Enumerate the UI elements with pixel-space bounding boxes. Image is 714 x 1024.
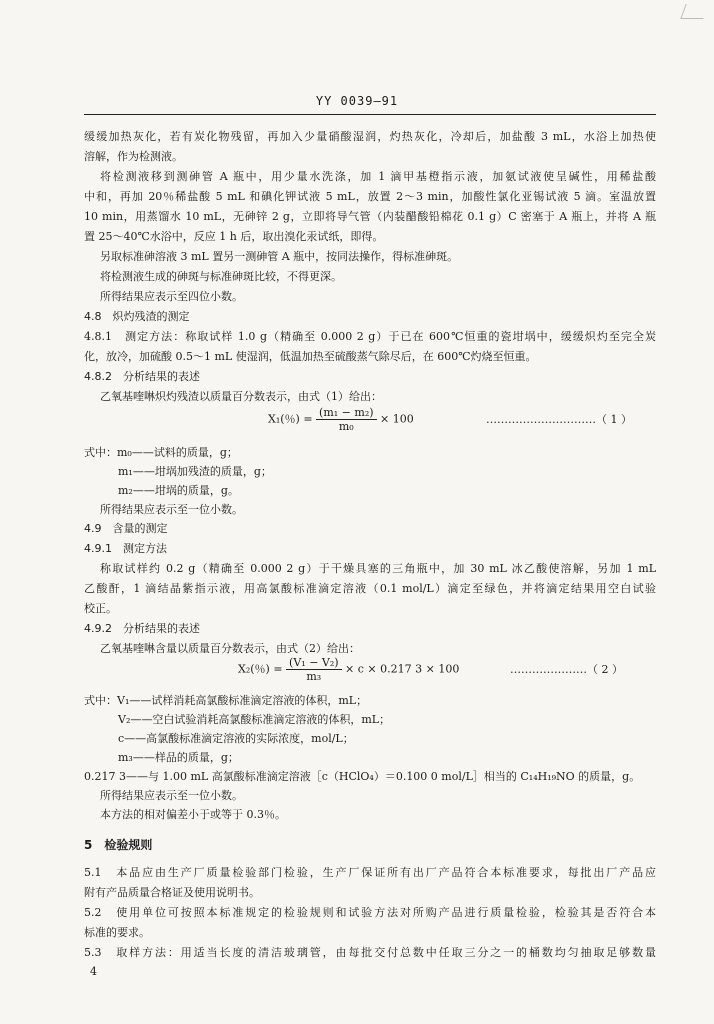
formula-2 xyxy=(238,656,459,683)
text-line: 乙氧基喹啉炽灼残渣以质量百分数表示，由式（1）给出： xyxy=(100,390,382,403)
text-line: 将检测液移到测砷管 A 瓶中，用少量水洗涤，加 1 滴甲基橙指示液，加氨试液使呈碱性，用稀盐酸 xyxy=(100,170,656,183)
section-heading: 4.9 含量的测定 xyxy=(84,522,168,535)
text-line: 缓缓加热灰化，若有炭化物残留，再加入少量硝酸湿润，灼热灰化，冷却后，加盐酸 3 mL，水浴上加热使 xyxy=(84,130,656,143)
header-rule xyxy=(84,114,656,115)
page-header: YY 0039—91 xyxy=(315,94,399,108)
text-line: 10 min，用蒸馏水 10 mL，无砷锌 2 g，立即将导气管（内装醋酸铅棉花 0.1 g）C 密塞于 A 瓶上，并将 A 瓶 xyxy=(84,210,656,223)
text-line: 所得结果应表示至四位小数。 xyxy=(100,290,243,303)
text-line: 化，放冷，加硫酸 0.5～1 mL 使湿润，低温加热至硫酸蒸气除尽后，在 600℃灼烧至恒重。 xyxy=(84,350,537,363)
formula-2-numerator: (V₁ − V₂) xyxy=(286,656,342,670)
text-line: 4.8.1 测定方法：称取试样 1.0 g（精确至 0.000 2 g）于已在 600℃恒重的瓷坩埚中，缓缓炽灼至完全炭 xyxy=(84,330,656,343)
formula-2-denominator: m₃ xyxy=(306,670,322,683)
text-line: 另取标准砷溶液 3 mL 置另一测砷管 A 瓶中，按同法操作，得标准砷斑。 xyxy=(100,250,459,263)
formula-1-fraction xyxy=(316,406,376,433)
text-line: 置 25～40℃水浴中，反应 1 h 后，取出溴化汞试纸，即得。 xyxy=(84,230,384,243)
text-line: 5.1 本品应由生产厂质量检验部门检验，生产厂保证所有出厂产品符合本标准要求，每批出厂产品应 xyxy=(84,866,656,879)
formula-legend: c——高氯酸标准滴定溶液的实际浓度，mol/L； xyxy=(118,732,354,745)
formula-legend: 式中：V₁——试样消耗高氯酸标准滴定溶液的体积，mL； xyxy=(84,694,368,707)
formula-legend: m₁——坩埚加残渣的质量，g； xyxy=(118,465,272,478)
text-line: 本方法的相对偏差小于或等于 0.3％。 xyxy=(100,808,286,821)
equation-number-2: …………………（ 2 ） xyxy=(510,663,623,676)
section-heading: 4.9.1 测定方法 xyxy=(84,542,167,555)
formula-2-fraction xyxy=(286,656,342,683)
formula-legend: m₃——样品的质量，g； xyxy=(118,751,239,764)
formula-legend: 0.217 3——与 1.00 mL 高氯酸标准滴定溶液［c（HClO₄）＝0.100 0 mol/L］相当的 C₁₄H₁₉NO 的质量，g。 xyxy=(84,770,641,783)
section-heading: 4.8 炽灼残渣的测定 xyxy=(84,310,190,323)
formula-1-denominator: m₀ xyxy=(338,420,354,433)
formula-1-lhs: X₁(％) = xyxy=(268,412,313,426)
text-line: 乙氧基喹啉含量以质量百分数表示，由式（2）给出： xyxy=(100,642,360,655)
text-line: 中和，再加 20％稀盐酸 5 mL 和碘化钾试液 5 mL，放置 2～3 min，加酸性氯化亚锡试液 5 滴。室温放置 xyxy=(84,190,656,203)
formula-1 xyxy=(268,406,414,433)
text-line: 5.3 取样方法：用适当长度的清洁玻璃管，由每批交付总数中任取三分之一的桶数均匀抽取足够数量 xyxy=(84,946,656,959)
section-heading: 5 检验规则 xyxy=(84,838,153,852)
text-line: 5.2 使用单位可按照本标准规定的检验规则和试验方法对所购产品进行质量检验，检验其是否符合本 xyxy=(84,906,656,919)
formula-1-rhs: × 100 xyxy=(380,412,414,426)
text-line: 所得结果应表示至一位小数。 xyxy=(100,503,243,516)
section-heading: 4.9.2 分析结果的表述 xyxy=(84,622,200,635)
formula-1-numerator: (m₁ − m₂) xyxy=(316,406,376,420)
text-line: 校正。 xyxy=(84,602,117,615)
text-line: 乙酸酐，1 滴结晶紫指示液，用高氯酸标准滴定溶液（0.1 mol/L）滴定至绿色，并将滴定结果用空白试验 xyxy=(84,582,656,595)
formula-2-lhs: X₂(％) = xyxy=(238,662,283,676)
formula-legend: 式中：m₀——试料的质量，g； xyxy=(84,446,238,459)
text-line: 称取试样约 0.2 g（精确至 0.000 2 g）于干燥具塞的三角瓶中，加 30 mL 冰乙酸使溶解，另加 1 mL xyxy=(100,562,656,575)
text-line: 所得结果应表示至一位小数。 xyxy=(100,789,243,802)
page-number: 4 xyxy=(90,965,97,978)
text-line: 溶解，作为检测液。 xyxy=(84,150,183,163)
formula-legend: V₂——空白试验消耗高氯酸标准滴定溶液的体积，mL； xyxy=(118,713,391,726)
text-line: 标准的要求。 xyxy=(84,926,150,939)
section-heading: 4.8.2 分析结果的表述 xyxy=(84,370,200,383)
formula-legend: m₂——坩埚的质量，g。 xyxy=(118,484,239,497)
equation-number-1: …………………………（ 1 ） xyxy=(486,413,632,426)
text-line: 附有产品质量合格证及使用说明书。 xyxy=(84,886,260,899)
page-corner-fold xyxy=(674,0,714,30)
formula-2-rhs: × c × 0.217 3 × 100 xyxy=(345,662,460,676)
text-line: 将检测液生成的砷斑与标准砷斑比较，不得更深。 xyxy=(100,270,342,283)
